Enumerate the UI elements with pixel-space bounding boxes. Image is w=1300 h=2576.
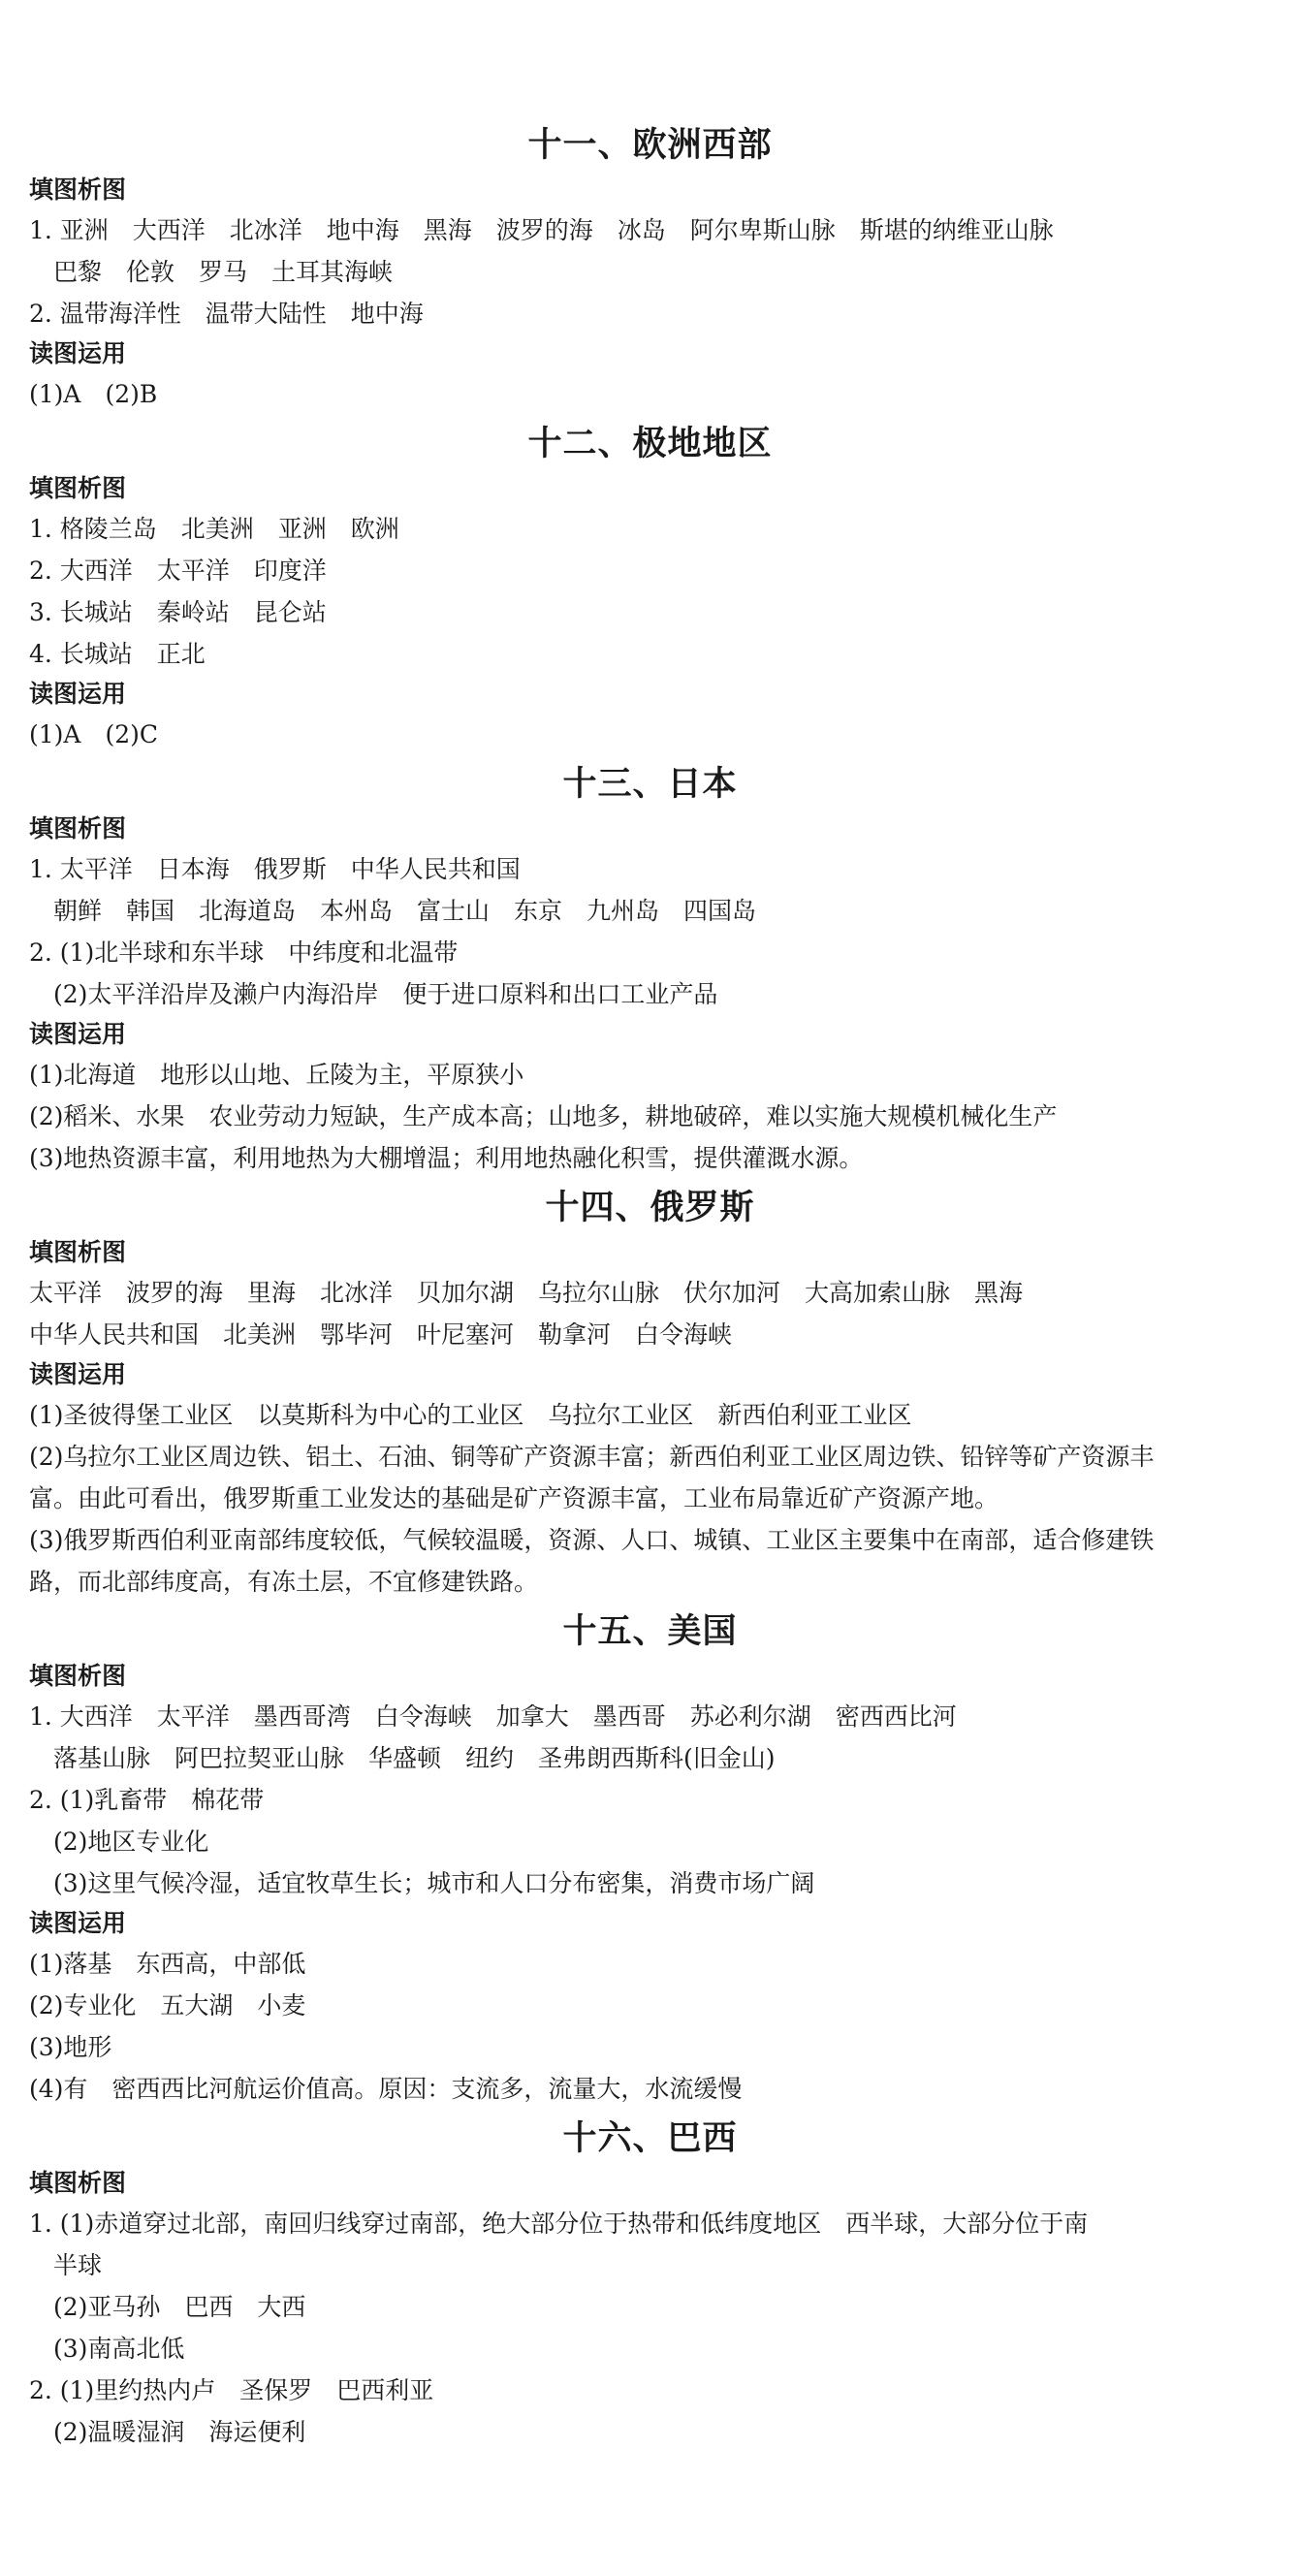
answer-line: 1. 大西洋 太平洋 墨西哥湾 白令海峡 加拿大 墨西哥 苏必利尔湖 密西西比河 [29, 1702, 957, 1731]
answer-line: 中华人民共和国 北美洲 鄂毕河 叶尼塞河 勒拿河 白令海峡 [29, 1320, 733, 1349]
section-title: 十三、日本 [562, 765, 738, 804]
answer-line: (3)南高北低 [29, 2335, 185, 2363]
answer-line: 1. (1)赤道穿过北部，南回归线穿过南部，绝大部分位于热带和低纬度地区 西半球，大部分位于南 [29, 2210, 1089, 2238]
answer-line: (2)稻米、水果 农业劳动力短缺，生产成本高；山地多，耕地破碎，难以实施大规模机械化生产 [29, 1102, 1058, 1130]
answer-line: (3)这里气候冷湿，适宜牧草生长；城市和人口分布密集，消费市场广阔 [29, 1869, 815, 1897]
section-11 [29, 120, 1271, 415]
section-title: 十二、极地地区 [527, 425, 773, 463]
subheading-map-use: 读图运用 [29, 1909, 127, 1937]
answer-line: (1)北海道 地形以山地、丘陵为主，平原狭小 [29, 1061, 524, 1089]
subheading-fill-map: 填图析图 [29, 814, 127, 843]
subheading-fill-map: 填图析图 [29, 1238, 127, 1266]
answer-line: 1. 格陵兰岛 北美洲 亚洲 欧洲 [29, 515, 399, 543]
answer-line: (2)专业化 五大湖 小麦 [29, 1991, 306, 2019]
answer-line: 太平洋 波罗的海 里海 北冰洋 贝加尔湖 乌拉尔山脉 伏尔加河 大高加索山脉 黑海 [29, 1279, 1024, 1307]
answer-line: 富。由此可看出，俄罗斯重工业发达的基础是矿产资源丰富，工业布局靠近矿产资源产地。 [29, 1484, 999, 1512]
subheading-fill-map: 填图析图 [29, 474, 127, 502]
answer-line: (2)地区专业化 [29, 1828, 209, 1856]
answer-line: (1)A (2)C [29, 720, 159, 748]
answer-line: 2. 温带海洋性 温带大陆性 地中海 [29, 300, 424, 328]
answer-line: (2)乌拉尔工业区周边铁、铝土、石油、铜等矿产资源丰富；新西伯利亚工业区周边铁、铅锌等矿产资源丰 [29, 1443, 1155, 1471]
answer-line: (2)亚马孙 巴西 大西 [29, 2293, 306, 2321]
answer-line: (1)圣彼得堡工业区 以莫斯科为中心的工业区 乌拉尔工业区 新西伯利亚工业区 [29, 1401, 912, 1429]
answer-line: 1. 亚洲 大西洋 北冰洋 地中海 黑海 波罗的海 冰岛 阿尔卑斯山脉 斯堪的纳维亚山脉 [29, 216, 1054, 244]
answer-page [29, 116, 1271, 2453]
subheading-map-use: 读图运用 [29, 1360, 127, 1388]
answer-line: 巴黎 伦敦 罗马 土耳其海峡 [29, 258, 394, 286]
answer-line: 路，而北部纬度高，有冻土层，不宜修建铁路。 [29, 1568, 539, 1596]
answer-line: 半球 [29, 2251, 103, 2279]
answer-line: 2. (1)里约热内卢 圣保罗 巴西利亚 [29, 2376, 434, 2404]
section-14 [29, 1183, 1271, 1603]
section-title: 十六、巴西 [562, 2119, 738, 2158]
answer-line: 2. 大西洋 太平洋 印度洋 [29, 557, 327, 585]
answer-line: 4. 长城站 正北 [29, 640, 206, 668]
answer-line: (3)地热资源丰富，利用地热为大棚增温；利用地热融化积雪，提供灌溉水源。 [29, 1144, 864, 1172]
answer-line: 3. 长城站 秦岭站 昆仑站 [29, 598, 327, 626]
section-15 [29, 1606, 1271, 2110]
section-title: 十五、美国 [562, 1612, 738, 1651]
answer-line: (3)俄罗斯西伯利亚南部纬度较低，气候较温暖，资源、人口、城镇、工业区主要集中在南部，适合修建铁 [29, 1526, 1155, 1554]
answer-line: (1)落基 东西高，中部低 [29, 1950, 306, 1978]
section-title: 十一、欧洲西部 [527, 126, 773, 165]
section-13 [29, 759, 1271, 1179]
subheading-fill-map: 填图析图 [29, 2169, 127, 2197]
section-title: 十四、俄罗斯 [545, 1189, 755, 1227]
answer-line: (2)太平洋沿岸及濑户内海沿岸 便于进口原料和出口工业产品 [29, 980, 718, 1008]
answer-line: 2. (1)北半球和东半球 中纬度和北温带 [29, 938, 459, 967]
subheading-map-use: 读图运用 [29, 680, 127, 708]
answer-line: (4)有 密西西比河航运价值高。原因：支流多，流量大，水流缓慢 [29, 2075, 743, 2103]
section-12 [29, 419, 1271, 755]
subheading-map-use: 读图运用 [29, 339, 127, 367]
answer-line: (3)地形 [29, 2033, 112, 2061]
answer-line: 2. (1)乳畜带 棉花带 [29, 1786, 265, 1814]
subheading-fill-map: 填图析图 [29, 175, 127, 204]
answer-line: 落基山脉 阿巴拉契亚山脉 华盛顿 纽约 圣弗朗西斯科(旧金山) [29, 1744, 776, 1772]
answer-line: (1)A (2)B [29, 380, 158, 408]
answer-line: 朝鲜 韩国 北海道岛 本州岛 富士山 东京 九州岛 四国岛 [29, 897, 757, 925]
subheading-map-use: 读图运用 [29, 1020, 127, 1048]
section-16 [29, 2114, 1271, 2453]
answer-line: (2)温暖湿润 海运便利 [29, 2418, 306, 2446]
subheading-fill-map: 填图析图 [29, 1662, 127, 1690]
answer-line: 1. 太平洋 日本海 俄罗斯 中华人民共和国 [29, 855, 521, 883]
